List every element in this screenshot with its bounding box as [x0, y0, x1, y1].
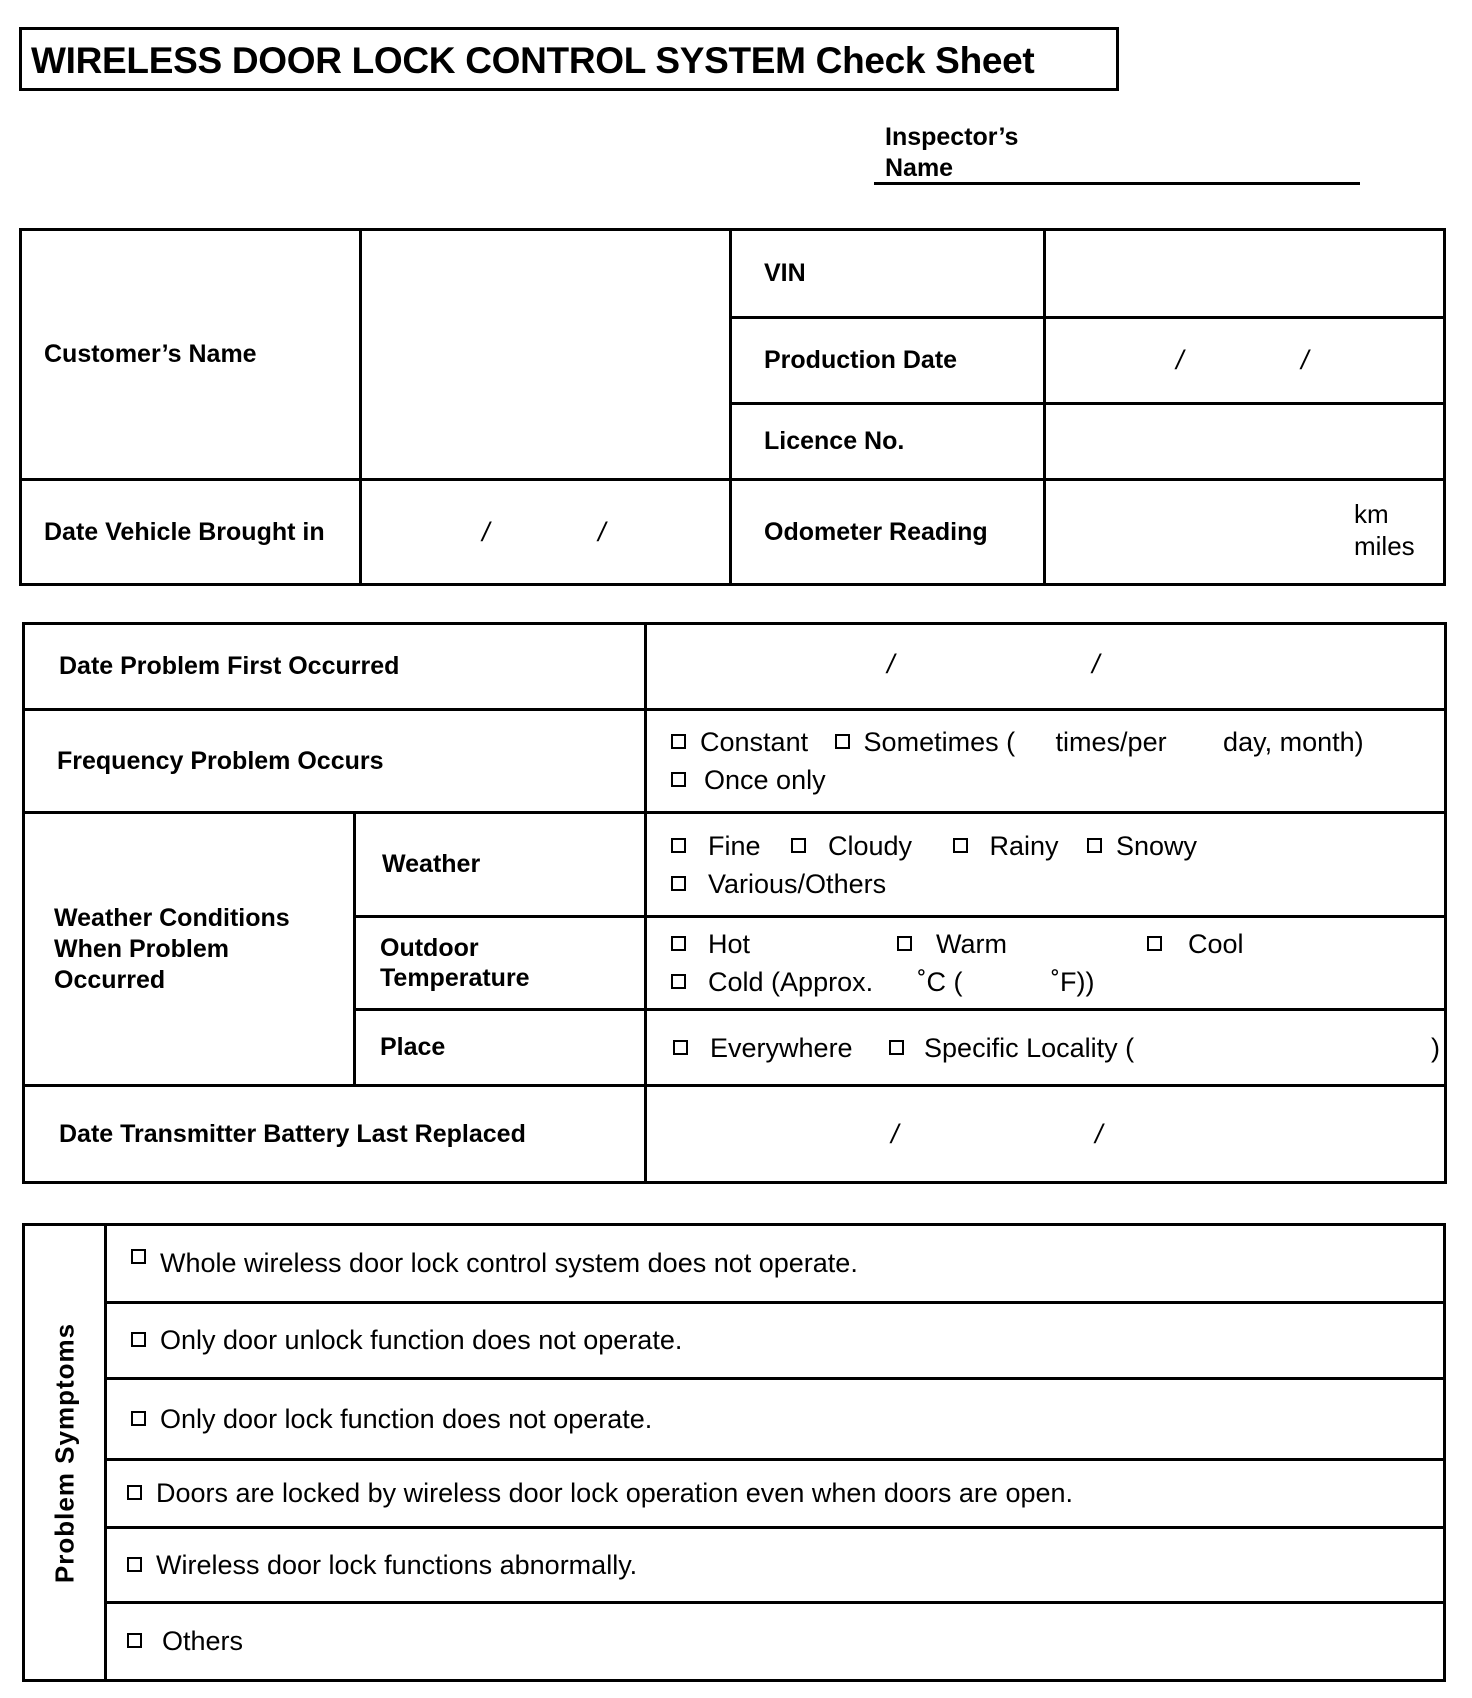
date-separator: /	[1301, 345, 1309, 375]
problem-symptoms-table	[22, 1223, 1446, 1682]
inspector-name-field[interactable]	[874, 182, 1360, 185]
date-separator: /	[1092, 649, 1100, 679]
odometer-field[interactable]	[1045, 480, 1445, 585]
close-paren: )	[1431, 1032, 1441, 1063]
first-occurred-label: Date Problem First Occurred	[24, 624, 646, 710]
title-box	[19, 27, 1119, 91]
frequency-options	[646, 710, 1446, 813]
first-occurred-field[interactable]	[646, 624, 1446, 710]
checkbox-icon[interactable]	[671, 772, 686, 787]
option-once-only[interactable]: Once only	[671, 761, 826, 799]
weather-label: Weather	[355, 813, 646, 917]
problem-symptoms-label: Problem Symptoms	[49, 1322, 79, 1583]
checkbox-icon[interactable]	[1147, 936, 1162, 951]
checkbox-icon[interactable]	[889, 1040, 904, 1055]
celsius-text: ˚C (	[917, 967, 963, 997]
vehicle-info-table	[19, 228, 1446, 586]
place-label: Place	[355, 1010, 646, 1086]
option-warm[interactable]: Warm	[897, 925, 1007, 963]
checkbox-icon[interactable]	[671, 838, 686, 853]
customer-name-label: Customer’s Name	[21, 230, 361, 480]
page-title: WIRELESS DOOR LOCK CONTROL SYSTEM Check Sheet	[31, 40, 1035, 81]
vin-field[interactable]	[1045, 230, 1445, 318]
option-rainy[interactable]: Rainy	[953, 827, 1059, 865]
checkbox-icon[interactable]	[671, 936, 686, 951]
odometer-label: Odometer Reading	[731, 480, 1045, 585]
option-snowy[interactable]: Snowy	[1087, 827, 1197, 865]
checkbox-icon[interactable]	[953, 838, 968, 853]
odometer-unit-miles: miles	[1354, 531, 1415, 561]
inspector-label-line2: Name	[885, 154, 954, 182]
checkbox-icon[interactable]	[897, 936, 912, 951]
option-sometimes[interactable]: Sometimes (	[835, 723, 1016, 761]
option-cool[interactable]: Cool	[1147, 925, 1244, 963]
vin-label: VIN	[731, 230, 1045, 318]
date-separator: /	[887, 649, 895, 679]
date-brought-in-label: Date Vehicle Brought in	[21, 480, 361, 585]
times-per-text: times/per	[1055, 727, 1167, 757]
temperature-options	[646, 917, 1446, 1010]
inspector-label-line1: Inspector’s	[885, 123, 1019, 151]
symptom-item[interactable]: Whole wireless door lock control system does not operate.	[106, 1225, 1445, 1303]
checkbox-icon[interactable]	[131, 1411, 146, 1426]
weather-options	[646, 813, 1446, 917]
battery-replaced-field[interactable]	[646, 1086, 1446, 1183]
customer-name-field[interactable]	[361, 230, 731, 480]
production-date-field[interactable]	[1045, 318, 1445, 404]
odometer-unit-km: km	[1354, 499, 1389, 529]
date-separator: /	[598, 517, 606, 547]
symptom-item[interactable]: Doors are locked by wireless door lock operation even when doors are open.	[106, 1460, 1445, 1528]
option-various-others[interactable]: Various/Others	[671, 865, 886, 903]
licence-no-field[interactable]	[1045, 404, 1445, 480]
checkbox-icon[interactable]	[673, 1040, 688, 1055]
outdoor-temperature-label: Outdoor Temperature	[355, 917, 646, 1010]
option-constant[interactable]: Constant	[671, 723, 808, 761]
battery-replaced-label: Date Transmitter Battery Last Replaced	[24, 1086, 646, 1183]
symptom-item[interactable]: Wireless door lock functions abnormally.	[106, 1528, 1445, 1603]
checkbox-icon[interactable]	[835, 734, 850, 749]
problem-symptoms-label-cell	[24, 1225, 106, 1681]
checkbox-icon[interactable]	[791, 838, 806, 853]
fahrenheit-text: ˚F))	[1050, 967, 1095, 997]
date-separator: /	[891, 1119, 899, 1149]
day-month-text: day, month)	[1223, 727, 1364, 757]
checkbox-icon[interactable]	[671, 734, 686, 749]
checkbox-icon[interactable]	[127, 1633, 142, 1648]
option-everywhere[interactable]: Everywhere	[673, 1029, 853, 1067]
option-fine[interactable]: Fine	[671, 827, 761, 865]
symptom-item[interactable]: Only door unlock function does not operate.	[106, 1303, 1445, 1379]
checkbox-icon[interactable]	[127, 1557, 142, 1572]
option-cloudy[interactable]: Cloudy	[791, 827, 912, 865]
option-cold[interactable]: Cold (Approx.	[671, 963, 873, 1001]
option-specific-locality[interactable]: Specific Locality (	[889, 1029, 1134, 1067]
weather-conditions-group-label: Weather Conditions When Problem Occurred	[24, 813, 355, 1086]
checkbox-icon[interactable]	[671, 974, 686, 989]
checkbox-icon[interactable]	[131, 1332, 146, 1347]
date-brought-in-field[interactable]	[361, 480, 731, 585]
checkbox-icon[interactable]	[671, 876, 686, 891]
place-options	[646, 1010, 1446, 1086]
inspector-name-label	[885, 122, 1018, 184]
date-separator: /	[1095, 1119, 1103, 1149]
licence-no-label: Licence No.	[731, 404, 1045, 480]
checkbox-icon[interactable]	[127, 1485, 142, 1500]
symptom-item[interactable]: Only door lock function does not operate.	[106, 1379, 1445, 1460]
conditions-table	[22, 622, 1447, 1184]
frequency-label: Frequency Problem Occurs	[24, 710, 646, 813]
checkbox-icon[interactable]	[1087, 838, 1102, 853]
date-separator: /	[1176, 345, 1184, 375]
symptom-item[interactable]: Others	[106, 1603, 1445, 1681]
checkbox-icon[interactable]	[131, 1249, 146, 1264]
production-date-label: Production Date	[731, 318, 1045, 404]
option-hot[interactable]: Hot	[671, 925, 750, 963]
date-separator: /	[482, 517, 490, 547]
